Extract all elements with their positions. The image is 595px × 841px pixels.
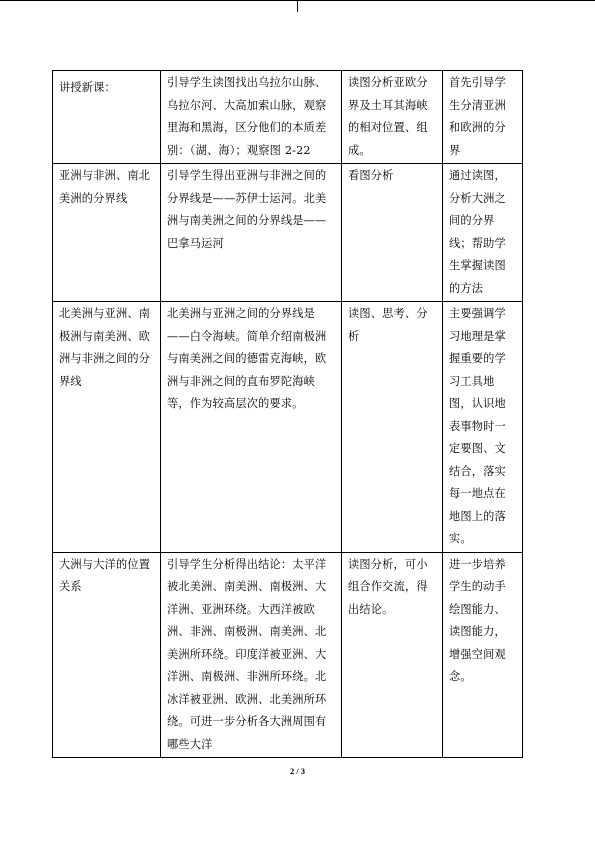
cell-design-intent: 进一步培养学生的动手绘图能力、读图能力，增强空间观念。: [443, 552, 523, 758]
cell-student-activity: 看图分析: [342, 164, 443, 302]
cell-teacher-activity: 北美洲与亚洲之间的分界线是——白令海峡。简单介绍南极洲与南美洲之间的德雷克海峡，欧洲与非洲之间的直布罗陀海峡等，作为较高层次的要求。: [161, 302, 342, 553]
cell-student-activity: 读图分析亚欧分界及土耳其海峡的相对位置、组成。: [342, 71, 443, 164]
page-number: 2 / 3: [289, 766, 306, 776]
lesson-plan-table: [52, 70, 523, 758]
table-row: [53, 71, 523, 164]
cell-student-activity: 读图、思考、分析: [342, 302, 443, 553]
cell-topic: 大洲与大洋的位置关系: [53, 552, 161, 758]
cell-teacher-activity: 引导学生分析得出结论：太平洋被北美洲、南美洲、南极洲、大洋洲、亚洲环绕。大西洋被欧洲、非洲、南极洲、南美洲、北美洲所环绕。印度洋被亚洲、大洋洲、南极洲、非洲所环绕。北冰洋被亚洲、欧洲、北美洲所环绕。可进一步分析各大洲周围有哪些大洋: [161, 552, 342, 758]
cell-topic: 讲授新课：: [53, 71, 161, 164]
table-row: [53, 552, 523, 758]
cell-design-intent: 主要强调学习地理是掌握重要的学习工具地图，认识地表事物时一定要图、文结合，落实每一地点在地图上的落实。: [443, 302, 523, 553]
table-row: [53, 164, 523, 302]
cell-topic: 亚洲与非洲、南北美洲的分界线: [53, 164, 161, 302]
cell-student-activity: 读图分析，可小组合作交流，得出结论。: [342, 552, 443, 758]
cell-topic: 北美洲与亚洲、南极洲与南美洲、欧洲与非洲之间的分界线: [53, 302, 161, 553]
cell-teacher-activity: 引导学生得出亚洲与非洲之间的分界线是——苏伊士运河。北美洲与南美洲之间的分界线是——巴拿马运河: [161, 164, 342, 302]
table-row: [53, 302, 523, 553]
cell-teacher-activity: 引导学生读图找出乌拉尔山脉、乌拉尔河、大高加索山脉，观察里海和黑海，区分他们的本质差别：（湖、海）；观察图 2-22: [161, 71, 342, 164]
cell-design-intent: 首先引导学生分清亚洲和欧洲的分界: [443, 71, 523, 164]
cell-design-intent: 通过读图，分析大洲之间的分界线；帮助学生掌握读图的方法: [443, 164, 523, 302]
header-center-tick: [297, 0, 298, 12]
